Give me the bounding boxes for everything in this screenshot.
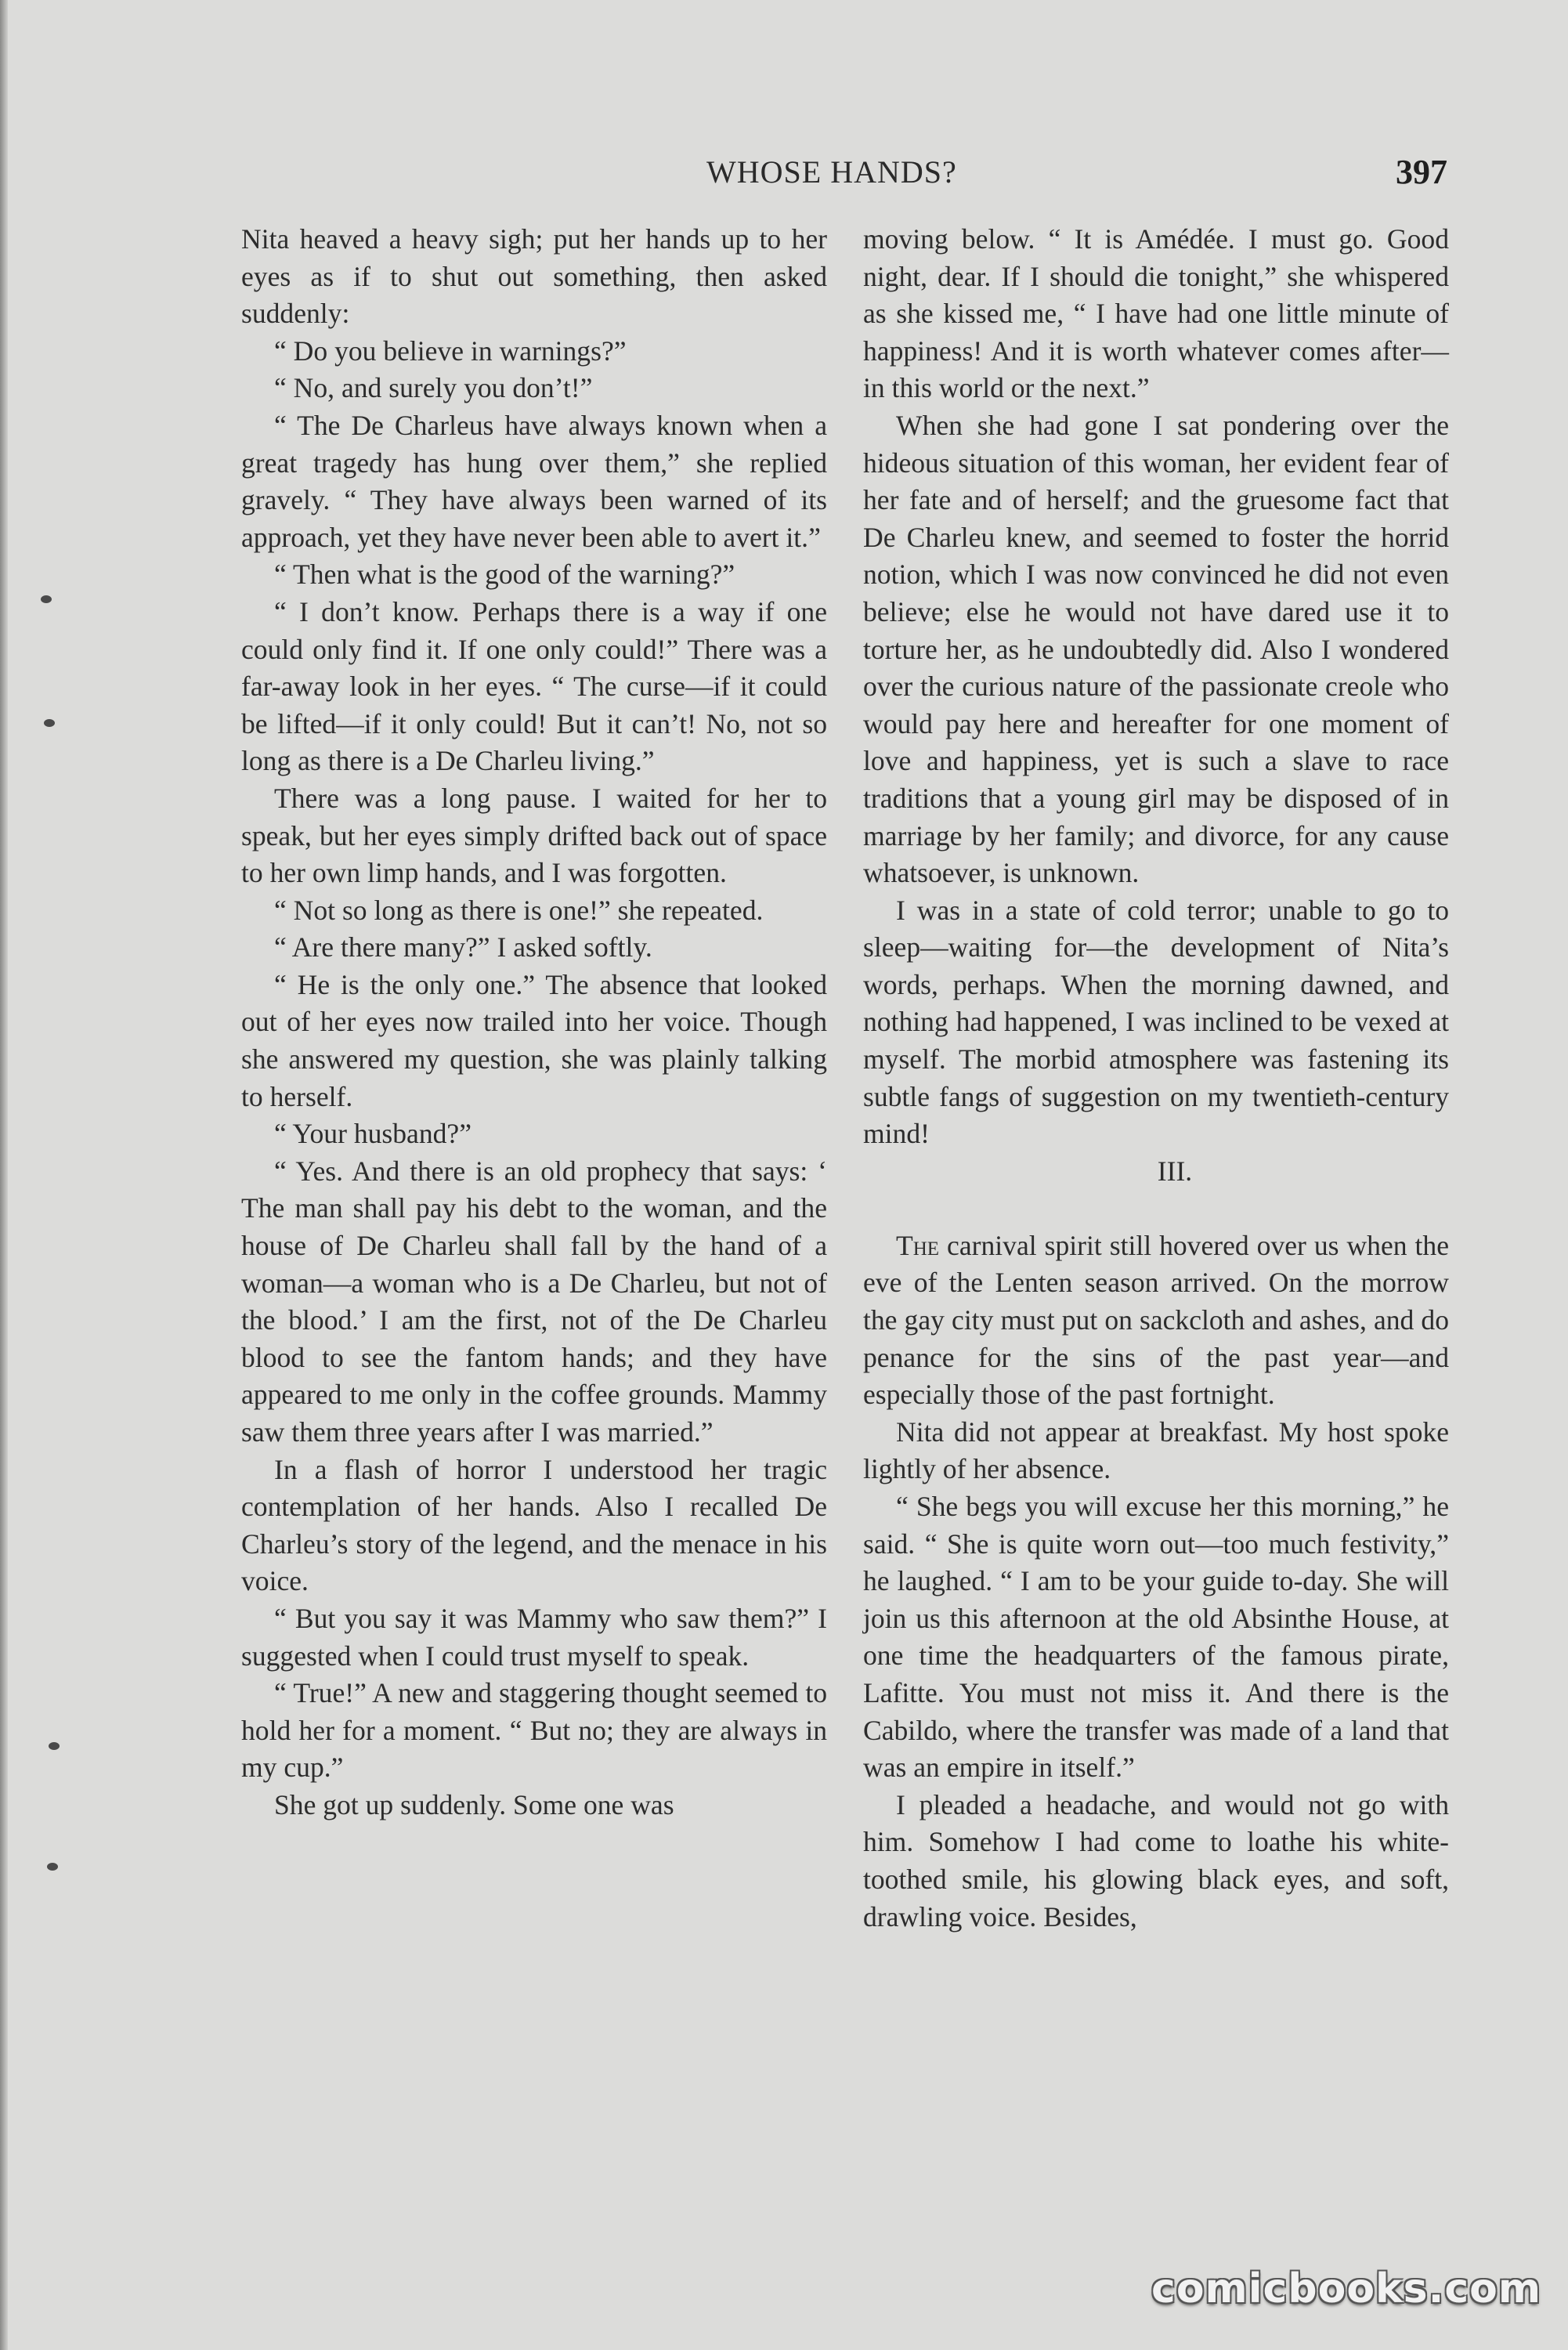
paragraph: “ Do you believe in warnings?” xyxy=(274,334,627,367)
paragraph: She got up suddenly. Some one was xyxy=(274,1788,674,1820)
page-number: 397 xyxy=(1396,153,1447,191)
right-column-after-section xyxy=(863,1414,1449,1936)
paragraph: There was a long pause. I waited for her to speak, but her eyes simply drifted back out of space to her own limp hands, and I was forgotten. xyxy=(241,782,827,889)
paragraph: “ Not so long as there is one!” she repeated. xyxy=(274,894,764,926)
binding-hole-mark xyxy=(47,1863,58,1871)
paragraph: “ He is the only one.” The absence that looked out of her eyes now trailed into her voice. Though she answered my question, she was plainly talking to herself. xyxy=(241,968,827,1112)
paragraph: moving below. “ It is Amédée. I must go. Good night, dear. If I should die tonight,” she whispered as she kissed me, “ I have had one little minute of happiness! And it is worth whatever comes after—in this world or the next.” xyxy=(863,223,1449,404)
paragraph: “ I don’t know. Perhaps there is a way if one could only find it. If one only could!” There was a far-away look in her eyes. “ The curse—if it could be lifted—if it only could! But it can’t! No, not so long as there is a De Charleu living.” xyxy=(241,595,827,777)
paragraph: “ She begs you will excuse her this morning,” he said. “ She is quite worn out—too much festivity,” he laughed. “ I am to be your guide to-day. She will join us this afternoon at the old Absinthe House, at one time the headquarters of the famous pirate, Lafitte. You must not miss it. And there is the Cabildo, where the transfer was made of a land that was an empire in itself.” xyxy=(863,1491,1449,1784)
paragraph: Nita heaved a heavy sigh; put her hands up to her eyes as if to shut out something, then asked suddenly: xyxy=(241,223,827,330)
paragraph: “ True!” A new and staggering thought seemed to hold her for a moment. “ But no; they are always in my cup.” xyxy=(241,1677,827,1784)
paragraph: “ No, and surely you don’t!” xyxy=(274,372,593,404)
running-title: WHOSE HANDS? xyxy=(706,154,957,190)
section-opening-text: carnival spirit still hovered over us when the eve of the Lenten season arrived. On the morrow the gay city must put on sackcloth and ashes, and do penance for the sins of the past year—and especially those of the past fortnight. xyxy=(863,1229,1449,1411)
paragraph: I was in a state of cold terror; unable to go to sleep—waiting for—the development of Nita’s words, perhaps. When the morning dawned, and nothing had happened, I was inclined to be vexed at myself. The morbid atmosphere was fastening its subtle fangs of suggestion on my twentieth-century mind! xyxy=(863,894,1449,1150)
right-column-before-section xyxy=(863,221,1449,1153)
binding-hole-mark xyxy=(41,595,52,603)
left-text-column xyxy=(241,221,827,1824)
binding-hole-mark xyxy=(44,719,55,727)
section-opening-paragraph xyxy=(863,1227,1449,1414)
paragraph: “ Yes. And there is an old prophecy that says: ‘ The man shall pay his debt to the woman, and the house of De Charleu shall fall by the hand of a woman—a woman who is a De Charleu, but not of the blood.’ I am the first, not of the De Charleu blood to see the fantom hands; and they have appeared to me only in the coffee grounds. Mammy saw them three years after I was married.” xyxy=(241,1155,827,1448)
paragraph: When she had gone I sat pondering over the hideous situation of this woman, her evident fear of her fate and of herself; and the gruesome fact that De Charleu knew, and seemed to foster the horrid notion, which I was now convinced he did not even believe; else he would not have dared use it to torture her, as he undoubtedly did. Also I wondered over the curious nature of the passionate creole who would pay here and hereafter for one moment of love and happiness, yet is such a slave to race traditions that a young girl may be disposed of in marriage by her family; and divorce, for any cause whatsoever, is unknown. xyxy=(863,409,1449,889)
paragraph: “ Then what is the good of the warning?” xyxy=(274,559,735,591)
paragraph: “ Are there many?” I asked softly. xyxy=(274,931,652,964)
paragraph: “ Your husband?” xyxy=(274,1118,471,1150)
binding-hole-mark xyxy=(49,1742,60,1750)
watermark-logo: comicbooks.com xyxy=(1151,2265,1542,2312)
page-edge xyxy=(0,0,8,2350)
section-heading: III. xyxy=(1157,1155,1193,1187)
paragraph: “ But you say it was Mammy who saw them?” I suggested when I could trust myself to speak. xyxy=(241,1602,827,1672)
running-header xyxy=(0,154,1457,201)
right-text-column xyxy=(863,221,1449,1936)
paragraph: Nita did not appear at breakfast. My host spoke lightly of her absence. xyxy=(863,1415,1449,1485)
paragraph: I pleaded a headache, and would not go with him. Somehow I had come to loathe his white-toothed smile, his glowing black eyes, and soft, drawling voice. Besides, xyxy=(863,1788,1449,1932)
paragraph: “ The De Charleus have always known when a great tragedy has hung over them,” she replied gravely. “ They have always been warned of its approach, yet they have never been able to avert it.” xyxy=(241,409,827,553)
section-opening-lead: The xyxy=(896,1229,940,1261)
paragraph: In a flash of horror I understood her tragic contemplation of her hands. Also I recalled De Charleu’s story of the legend, and the menace in his voice. xyxy=(241,1453,827,1597)
